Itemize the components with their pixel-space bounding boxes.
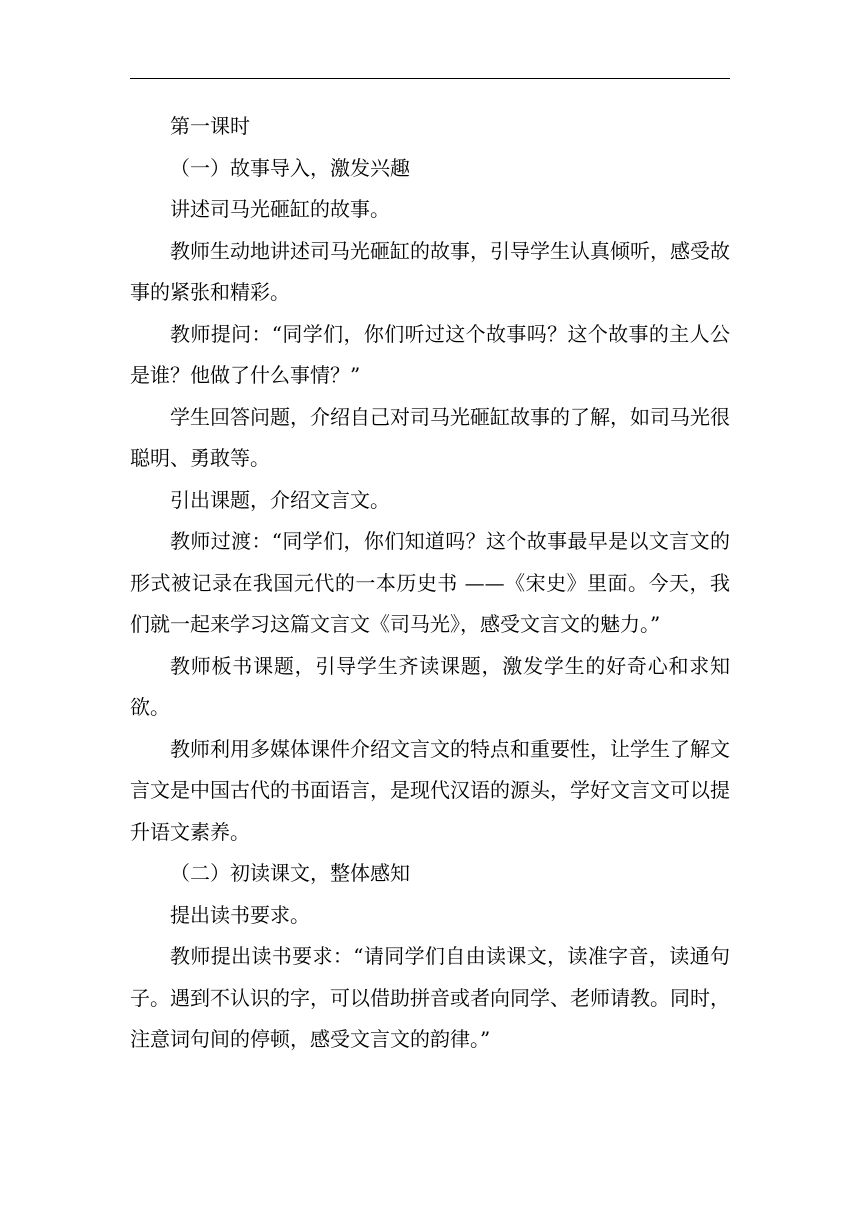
paragraph: 提出读书要求。: [170, 902, 310, 927]
paragraph: 学生回答问题，介绍自己对司马光砸缸故事的了解，如司马光很聪明、勇敢等。: [130, 404, 730, 470]
header-rule: [130, 78, 730, 79]
lesson-period-heading: 第一课时: [170, 114, 250, 138]
section-heading-1: （一）故事导入，激发兴趣: [170, 155, 410, 180]
paragraph: 教师板书课题，引导学生齐读课题，激发学生的好奇心和求知欲。: [130, 653, 730, 719]
paragraph: 教师过渡：“同学们，你们知道吗？这个故事最早是以文言文的形式被记录在我国元代的一本历史书 ——《宋史》里面。今天，我们就一起来学习这篇文言文《司马光》，感受文言文的魅力。”: [130, 529, 730, 636]
paragraph: 教师提出读书要求：“请同学们自由读课文，读准字音，读通句子。遇到不认识的字，可以借助拼音或者向同学、老师请教。同时，注意词句间的停顿，感受文言文的韵律。”: [130, 944, 730, 1051]
section-heading-2: （二）初读课文，整体感知: [170, 861, 410, 885]
document-body: [130, 106, 730, 1061]
paragraph: 教师提问：“同学们，你们听过这个故事吗？这个故事的主人公是谁？他做了什么事情？”: [130, 321, 730, 387]
paragraph: 教师生动地讲述司马光砸缸的故事，引导学生认真倾听，感受故事的紧张和精彩。: [130, 238, 730, 304]
paragraph: 引出课题，介绍文言文。: [170, 487, 390, 512]
paragraph: 讲述司马光砸缸的故事。: [170, 197, 390, 221]
paragraph: 教师利用多媒体课件介绍文言文的特点和重要性，让学生了解文言文是中国古代的书面语言，是现代汉语的源头，学好文言文可以提升语文素养。: [130, 736, 730, 844]
